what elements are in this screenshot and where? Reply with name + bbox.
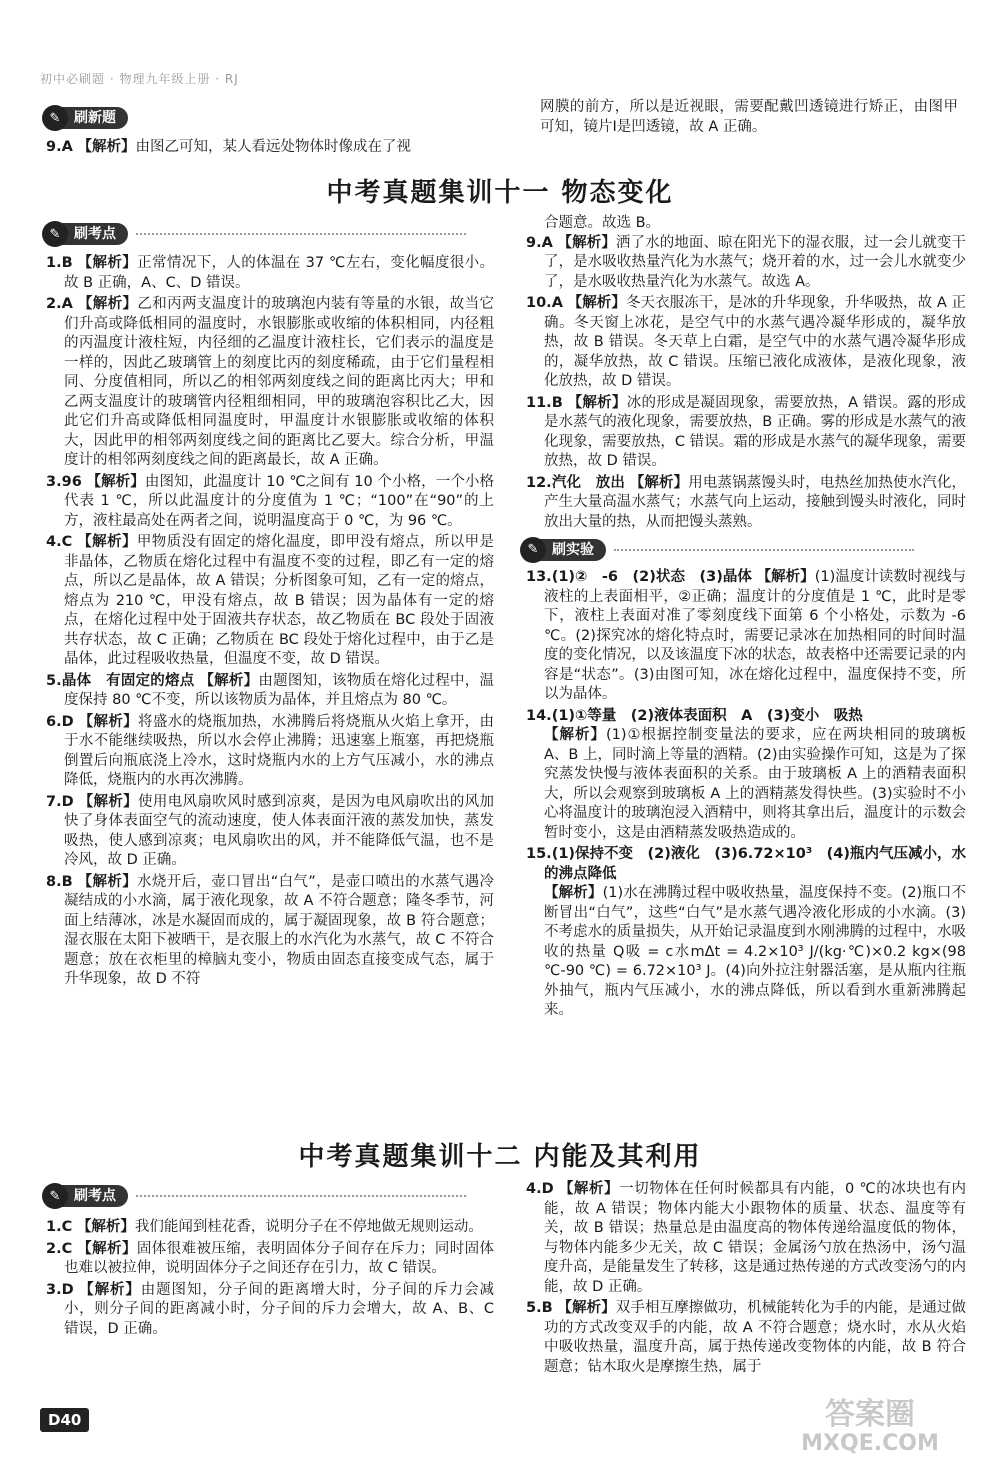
list-item: 2.C 【解析】固体很难被压缩，表明固体分子间存在斥力；同时固体也难以被拉伸，说明固体分子之间还存在引力，故 C 错误。 (46, 1240, 495, 1276)
list-item: 9.A 【解析】由图乙可知，某人看远处物体时像成在了视 (46, 139, 411, 155)
pencil-icon: ✎ (42, 221, 68, 247)
list-item: 4.C 【解析】甲物质没有固定的熔化温度，即甲没有熔点，所以甲是非晶体，乙物质在熔化过程中有温度不变的过程，即乙有一定的熔点，所以乙是晶体，故 A 错误；分析图象可知，乙有一定的熔点，熔点为 210 ℃，甲没有熔点，故 B 错误；因为晶体有一定的熔点，在熔化过程中处于固液共存状态，故乙物质在 BC 段处于固液共存状态，故 C 正确；乙物质在 BC 段处于熔化过程中，由于乙是晶体，此过程吸收热量，但温度不变，故 D 错误。 (46, 534, 495, 667)
list-item: 5.晶体 有固定的熔点 【解析】由题图知，该物质在熔化过程中，温度保持 80 ℃不变，所以该物质为晶体，并且熔点为 80 ℃。 (46, 672, 495, 708)
section-12-left-column (46, 1218, 494, 1341)
tag-xin (42, 106, 128, 130)
list-item: 6.D 【解析】将盛水的烧瓶加热，水沸腾后将烧瓶从火焰上拿开，由于水不能继续吸热，所以水会停止沸腾；迅速塞上瓶塞，再把烧瓶倒置后向瓶底浇上冷水，这时烧瓶内水的上方气压减小，水的沸点降低，烧瓶内的水再次沸腾。 (46, 713, 495, 788)
tag-kao-1 (42, 222, 466, 246)
list-item: 10.A 【解析】冬天衣服冻干，是冰的升华现象，升华吸热，故 A 正确。冬天窗上冰花，是空气中的水蒸气遇冷凝华形成的，凝华放热，故 B 错误。冬天草上白霜，是空气中的水蒸气遇冷凝华形成的，凝华放热，故 C 错误。压缩已液化成液体，是液化现象，液化放热，故 D 错误。 (526, 295, 967, 389)
page-number: D40 (40, 1408, 89, 1432)
dotted-divider (136, 1195, 466, 1197)
q9-top-left (46, 138, 494, 160)
list-item: 8.B 【解析】水烧开后，壶口冒出“白气”，是壶口喷出的水蒸气遇冷凝结成的小水滴，属于液化现象，故 A 不符合题意；隆冬季节，河面上结薄冰，冰是水凝固而成的，属于凝固现象，故 B 符合题意；湿衣服在太阳下被晒干，是衣服上的水汽化为水蒸气，故 C 不符合题意；放在衣柜里的樟脑丸变小，物质由固态直接变成气态，属于升华现象，故 D 不符 (46, 873, 494, 987)
continuation-text: 合题意。故选 B。 (544, 215, 661, 231)
tag-kao-1-label: 刷考点 (62, 223, 128, 245)
section-12-right-column (526, 1180, 966, 1379)
list-item: 2.A 【解析】乙和丙两支温度计的玻璃泡内装有等量的水银，故当它们升高或降低相同的温度时，水银膨胀或收缩的体积相同，内径粗的丙温度计液柱短，内径细的乙温度计液柱长，它们表示的温度是一样的，因此乙玻璃管上的刻度比丙的刻度稀疏，由于它们量程相同、分度值相同，所以乙的相邻两刻度线之间的距离比丙大；甲和乙两支温度计的玻璃管内径粗细相同，甲的玻璃泡容积比乙大，因此它们升高或降低相同温度时，甲温度计水银膨胀或收缩的体积大，因此甲的相邻两刻度线之间的距离比乙要大。综合分析，甲温度计的相邻两刻度线之间的距离最长，故 A 正确。 (46, 296, 495, 468)
list-item: 13.(1)② -6 (2)状态 (3)晶体 【解析】(1)温度计读数时视线与液柱的上表面相平，②正确；温度计的分度值是 1 ℃，此时是零下，液柱上表面对准了零刻度线下面第 6 个小格处，示数为 -6 ℃。(2)探究冰的熔化特点时，需要记录冰在加热相同的时间时温度的变化情况，以及该温度下冰的状态，故表格中还需要记录的内容是“状态”。(3)由图可知，冰在熔化过程中，温度保持不变，所以为晶体。 (526, 569, 967, 702)
list-item: 11.B 【解析】冰的形成是凝固现象，需要放热，A 错误。露的形成是水蒸气的液化现象，需要放热，B 正确。雾的形成是水蒸气的液化现象，需要放热，C 错误。霜的形成是水蒸气的凝华现象，需要放热，故 D 错误。 (526, 394, 967, 469)
list-item: 4.D 【解析】一切物体在任何时候都具有内能，0 ℃的冰块也有内能，故 A 错误；物体内能大小跟物体的质量、状态、温度等有关，故 B 错误；热量总是由温度高的物体传递给温度低的物体，与物体内能多少无关，故 C 错误；金属汤勺放在热汤中，汤勺温度升高，是能量发生了转移，这是通过热传递的方式改变汤勺的内能，故 D 正确。 (526, 1181, 967, 1295)
tag-kao-2-label: 刷考点 (62, 1185, 128, 1207)
q9-top-right (540, 98, 958, 137)
list-item: 7.D 【解析】使用电风扇吹风时感到凉爽，是因为电风扇吹出的风加快了身体表面空气的流动速度，使人体表面汗液的蒸发加快，蒸发吸热，使人感到凉爽；电风扇吹出的风，并不能降低气温，也不是冷风，故 D 正确。 (46, 793, 495, 868)
list-item: 5.B 【解析】双手相互摩擦做功，机械能转化为手的内能，是通过做功的方式改变双手的内能，故 A 不符合题意；烧水时，水从火焰中吸收热量，温度升高，属于热传递改变物体的内能，故 B 符合题意；钻木取火是摩擦生热，属于 (526, 1300, 967, 1375)
pencil-icon: ✎ (42, 1183, 68, 1209)
dotted-divider (614, 549, 914, 551)
list-item: 14.(1)①等量 (2)液体表面积 A (3)变小 吸热 【解析】(1)①根据控制变量法的要求，应在两块相同的玻璃板 A、B 上，同时滴上等量的酒精。(2)由实验操作可知，这是为了探究蒸发快慢与液体表面积的关系。由于玻璃板 A 上的酒精表面积大，所以会观察到玻璃板 A 上的酒精蒸发得快些。(3)实验时不小心将温度计的玻璃泡浸入酒精中，则将其拿出后，温度计的示数会暂时变小，这是由酒精蒸发吸热造成的。 (526, 707, 967, 841)
watermark-main: 答案圈 (825, 1397, 915, 1432)
tag-xin-label: 刷新题 (62, 107, 128, 129)
pencil-icon: ✎ (520, 537, 546, 563)
running-header: 初中必刷题 · 物理九年级上册 · RJ (40, 72, 239, 86)
watermark-url: MXQE.COM (801, 1431, 939, 1456)
section-11-title: 中考真题集训十一 物态变化 (326, 178, 674, 208)
tag-shiyan (520, 538, 960, 562)
section-11-right-column (526, 214, 966, 1023)
tag-kao-2 (42, 1184, 466, 1208)
dotted-divider (136, 233, 466, 235)
tag-shiyan-label: 刷实验 (540, 539, 606, 561)
list-item: 3.D 【解析】由题图知，分子间的距离增大时，分子间的斥力会减小，则分子间的距离减小时，分子间的斥力会增大，故 A、B、C 错误，D 正确。 (46, 1281, 495, 1337)
list-item: 9.A 【解析】洒了水的地面、晾在阳光下的湿衣服，过一会儿就变干了，是水吸收热量汽化为水蒸气；烧开着的水，过一会儿水就变少了，是水吸收热量汽化为水蒸气。故选 A。 (526, 234, 967, 290)
list-item: 3.96 【解析】由图知，此温度计 10 ℃之间有 10 个小格，一个小格代表 1 ℃，所以此温度计的分度值为 1 ℃；“100”在“90”的上方，液柱最高处在两者之间，说明温度高于 0 ℃，为 96 ℃。 (46, 473, 495, 529)
section-11-left-column (46, 254, 494, 992)
list-item: 15.(1)保持不变 (2)液化 (3)6.72×10³ (4)瓶内气压减小，水的沸点降低 【解析】(1)水在沸腾过程中吸收热量，温度保持不变。(2)瓶口不断冒出“白气”，这些“白气”是水蒸气遇冷液化形成的小水滴。(3)不考虑水的质量损失，从开始记录温度到水刚沸腾的过程中，水吸收的热量 Q吸 = c水mΔt = 4.2×10³ J/(kg·℃)×0.2 kg×(98 ℃-90 ℃) = 6.72×10³ J。(4)向外拉注射器活塞，是从瓶内往瓶外抽气，瓶内气压减小，水的沸点降低，所以看到水重新沸腾起来。 (526, 846, 967, 1018)
watermark (780, 1397, 960, 1460)
list-item: 12.汽化 放出 【解析】用电蒸锅蒸馒头时，电热丝加热使水汽化，产生大量高温水蒸气；水蒸气向上运动，接触到馒头时液化，同时放出大量的热，从而把馒头蒸熟。 (526, 474, 967, 530)
continuation-text: 网膜的前方，所以是近视眼，需要配戴凹透镜进行矫正，由图甲可知，镜片Ⅰ是凹透镜，故 A 正确。 (540, 99, 958, 135)
section-12-title: 中考真题集训十二 内能及其利用 (298, 1142, 702, 1172)
pencil-icon: ✎ (42, 105, 68, 131)
list-item: 1.B 【解析】正常情况下，人的体温在 37 ℃左右，变化幅度很小。故 B 正确，A、C、D 错误。 (46, 255, 495, 291)
list-item: 1.C 【解析】我们能闻到桂花香，说明分子在不停地做无规则运动。 (46, 1219, 483, 1235)
